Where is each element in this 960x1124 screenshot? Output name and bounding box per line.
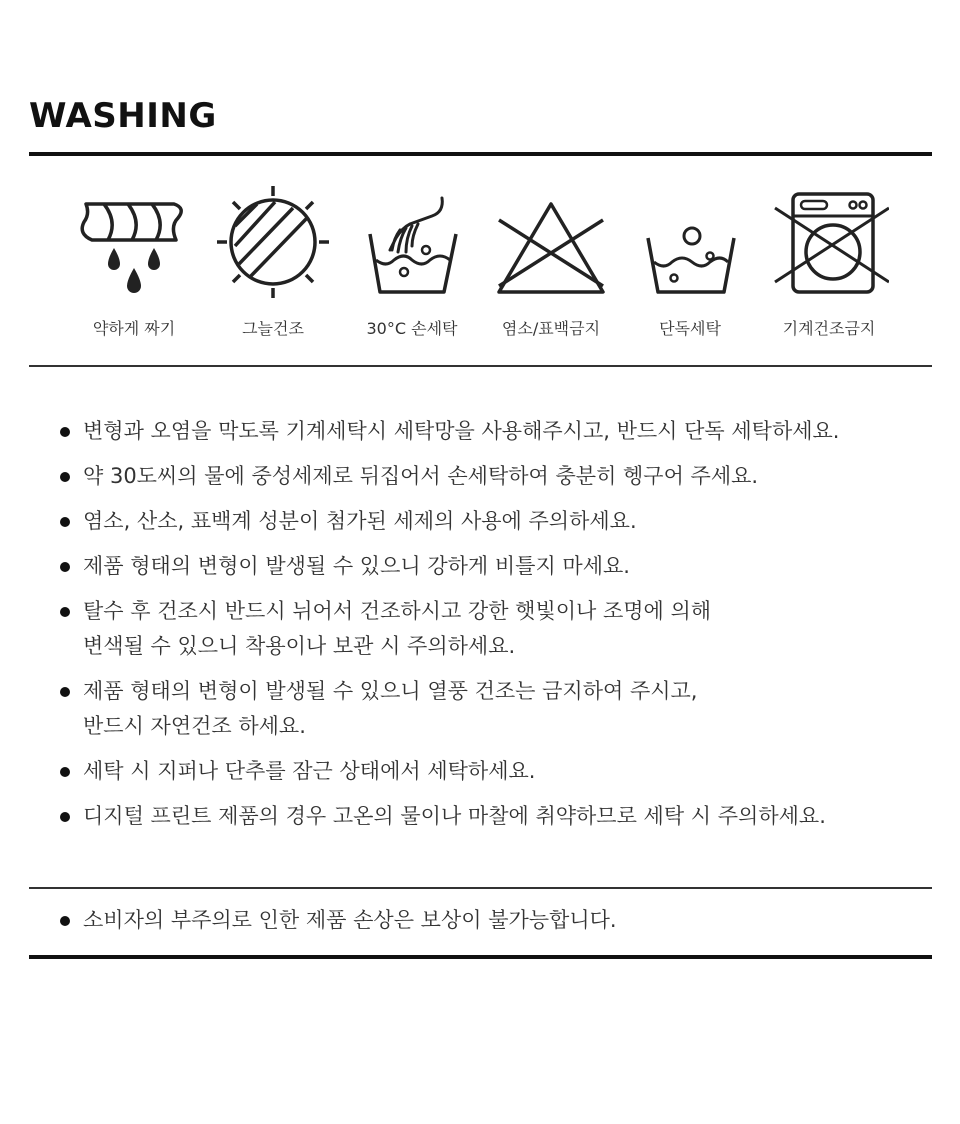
list-item: 변형과 오염을 막도록 기계세탁시 세탁망을 사용해주시고, 반드시 단독 세탁하세요. — [60, 414, 940, 449]
no-tumble-dry-icon — [769, 186, 889, 306]
wring-gently-icon — [74, 186, 194, 306]
notice-item: 소비자의 부주의로 인한 제품 손상은 보상이 불가능합니다. — [60, 903, 940, 938]
list-item: 제품 형태의 변형이 발생될 수 있으니 열풍 건조는 금지하여 주시고, 반드시 자연건조 하세요. — [60, 674, 940, 744]
bullet-icon — [60, 472, 70, 482]
care-item-no-bleach — [481, 186, 621, 346]
care-item-hand-wash — [342, 186, 482, 346]
bullet-icon — [60, 916, 70, 926]
care-item-wash-separately — [620, 186, 760, 346]
bullet-icon — [60, 812, 70, 822]
list-item: 디지털 프린트 제품의 경우 고온의 물이나 마찰에 취약하므로 세탁 시 주의하세요. — [60, 799, 940, 834]
icon-label: 약하게 짜기 — [92, 319, 176, 338]
bullet-icon — [60, 562, 70, 572]
bullet-icon — [60, 767, 70, 777]
notice-divider — [29, 887, 932, 889]
bullet-icon — [60, 427, 70, 437]
icon-label: 염소/표백금지 — [501, 319, 601, 338]
care-item-dry-shade — [203, 186, 343, 346]
list-item: 세탁 시 지퍼나 단추를 잠근 상태에서 세탁하세요. — [60, 754, 940, 789]
care-item-no-machine-dry — [759, 186, 899, 346]
list-item: 약 30도씨의 물에 중성세제로 뒤집어서 손세탁하여 충분히 헹구어 주세요. — [60, 459, 940, 494]
dry-in-shade-icon — [213, 186, 333, 306]
list-item: 염소, 산소, 표백계 성분이 첨가된 세제의 사용에 주의하세요. — [60, 504, 940, 539]
instruction-list — [60, 414, 940, 844]
bullet-icon — [60, 517, 70, 527]
no-bleach-icon — [491, 186, 611, 306]
bottom-divider — [29, 955, 932, 959]
care-item-wring — [64, 186, 204, 346]
list-item: 탈수 후 건조시 반드시 뉘어서 건조하시고 강한 햇빛이나 조명에 의해 변색될 수 있으니 착용이나 보관 시 주의하세요. — [60, 594, 940, 664]
bullet-icon — [60, 687, 70, 697]
notice-list — [60, 903, 940, 938]
care-icon-row — [29, 158, 932, 366]
list-item: 제품 형태의 변형이 발생될 수 있으니 강하게 비틀지 마세요. — [60, 549, 940, 584]
bullet-icon — [60, 607, 70, 617]
section-title: WASHING — [29, 96, 217, 136]
icons-divider — [29, 365, 932, 367]
hand-wash-30-icon — [352, 186, 472, 306]
icon-label: 기계건조금지 — [782, 319, 876, 338]
icon-label: 그늘건조 — [242, 319, 304, 338]
icon-label: 30°C 손세탁 — [366, 319, 458, 338]
icon-label: 단독세탁 — [659, 319, 721, 338]
title-divider — [29, 152, 932, 156]
wash-separately-icon — [630, 186, 750, 306]
